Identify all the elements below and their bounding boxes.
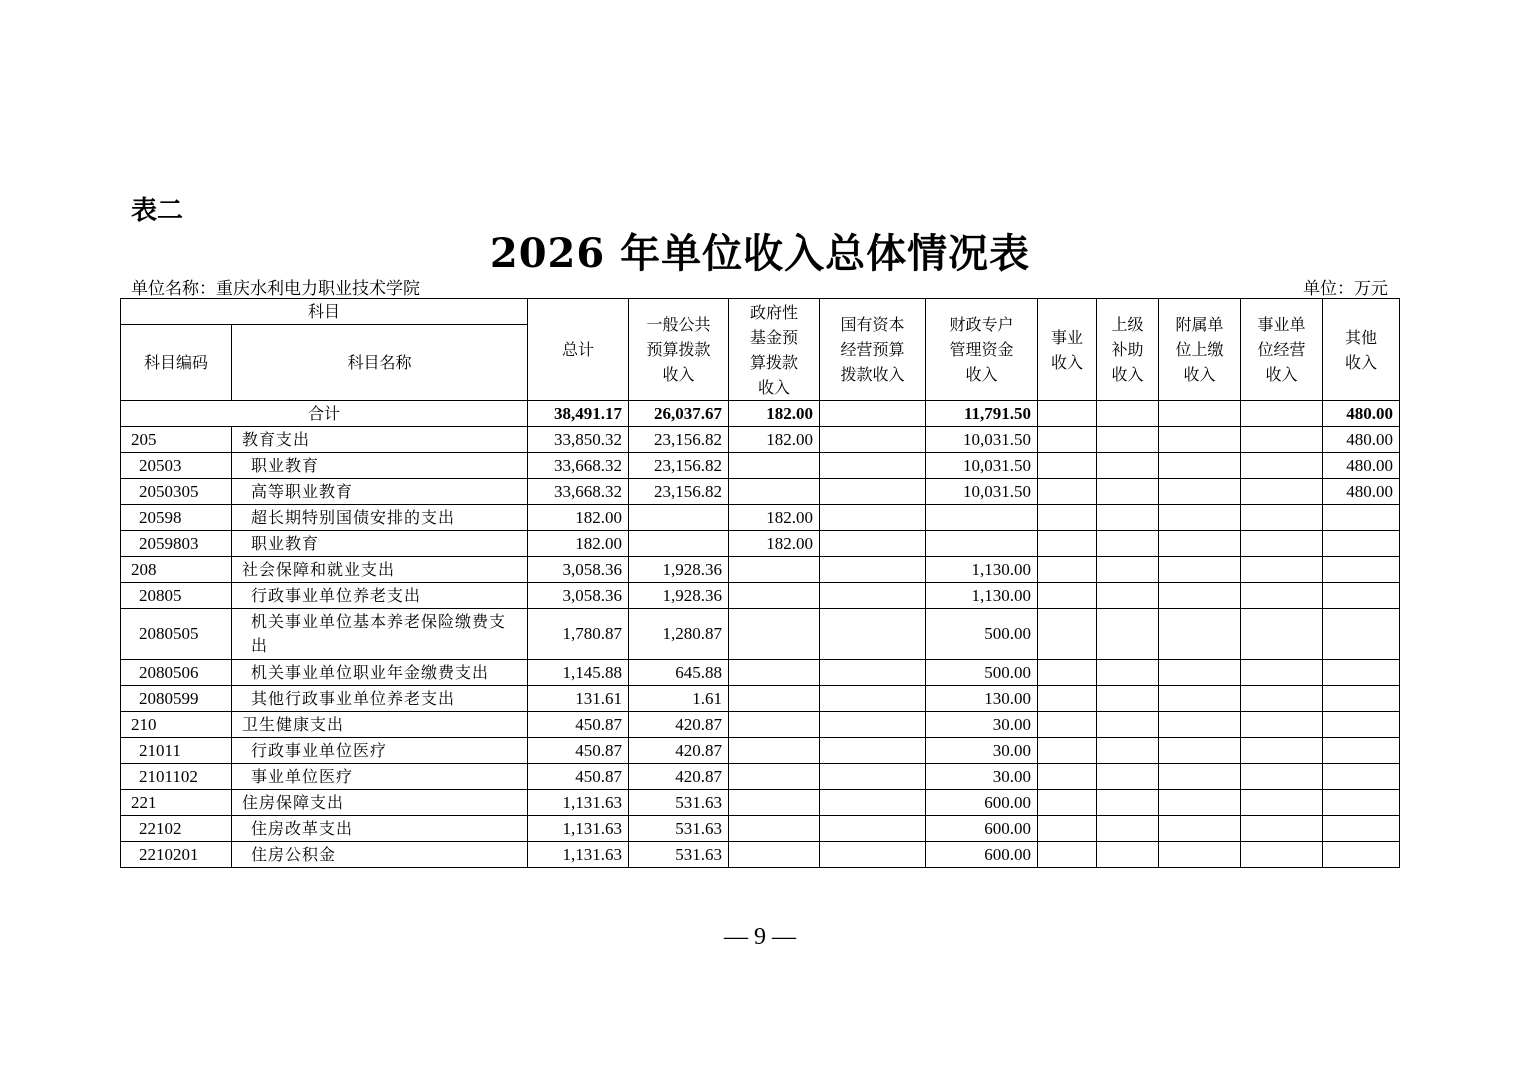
row-superior-subsidy [1097,427,1159,453]
row-other [1323,712,1400,738]
row-gov-fund [729,816,820,842]
row-state-capital [820,764,926,790]
header-name: 科目名称 [232,325,528,401]
row-other [1323,583,1400,609]
row-affiliated [1159,609,1241,660]
row-state-capital [820,557,926,583]
row-general-budget: 531.63 [629,816,729,842]
total-superior-subsidy [1097,401,1159,427]
row-superior-subsidy [1097,557,1159,583]
total-other: 480.00 [1323,401,1400,427]
row-name: 机关事业单位基本养老保险缴费支出 [232,609,528,660]
row-business [1038,609,1097,660]
header-business: 事业 收入 [1038,299,1097,401]
row-fiscal-special: 130.00 [926,686,1038,712]
table-row [121,505,1400,531]
row-superior-subsidy [1097,790,1159,816]
row-state-capital [820,738,926,764]
row-fiscal-special: 600.00 [926,790,1038,816]
row-state-capital [820,609,926,660]
header-state-capital: 国有资本 经营预算 拨款收入 [820,299,926,401]
row-gov-fund: 182.00 [729,505,820,531]
row-code: 2050305 [121,479,232,505]
row-name: 超长期特别国债安排的支出 [232,505,528,531]
row-business [1038,427,1097,453]
row-business [1038,479,1097,505]
row-code: 20598 [121,505,232,531]
row-business [1038,505,1097,531]
row-total: 33,668.32 [528,453,629,479]
row-general-budget: 645.88 [629,660,729,686]
row-state-capital [820,842,926,868]
row-gov-fund [729,712,820,738]
row-total: 1,131.63 [528,842,629,868]
row-state-capital [820,531,926,557]
table-row [121,427,1400,453]
header-affiliated: 附属单 位上缴 收入 [1159,299,1241,401]
row-gov-fund [729,790,820,816]
total-fiscal-special: 11,791.50 [926,401,1038,427]
row-total: 33,850.32 [528,427,629,453]
row-name: 高等职业教育 [232,479,528,505]
row-general-budget: 420.87 [629,738,729,764]
row-gov-fund [729,764,820,790]
row-gov-fund: 182.00 [729,531,820,557]
row-superior-subsidy [1097,686,1159,712]
table-row [121,531,1400,557]
row-business [1038,453,1097,479]
row-name: 住房改革支出 [232,816,528,842]
row-name: 事业单位医疗 [232,764,528,790]
row-state-capital [820,427,926,453]
row-code: 20805 [121,583,232,609]
row-other [1323,686,1400,712]
row-gov-fund [729,479,820,505]
row-affiliated [1159,738,1241,764]
row-operating [1241,505,1323,531]
header-operating: 事业单 位经营 收入 [1241,299,1323,401]
row-affiliated [1159,764,1241,790]
row-code: 2059803 [121,531,232,557]
row-total: 3,058.36 [528,557,629,583]
row-superior-subsidy [1097,505,1159,531]
unit-name: 单位名称：重庆水利电力职业技术学院 [131,279,420,299]
total-label: 合计 [121,401,528,427]
table-row [121,583,1400,609]
row-operating [1241,738,1323,764]
table-body [121,401,1400,868]
table-row [121,712,1400,738]
row-name: 教育支出 [232,427,528,453]
row-state-capital [820,816,926,842]
row-business [1038,738,1097,764]
row-affiliated [1159,790,1241,816]
total-affiliated [1159,401,1241,427]
row-name: 行政事业单位养老支出 [232,583,528,609]
row-general-budget: 23,156.82 [629,453,729,479]
row-gov-fund [729,557,820,583]
header-general-budget: 一般公共 预算拨款 收入 [629,299,729,401]
row-total: 450.87 [528,764,629,790]
page-title: 2026 年单位收入总体情况表 [489,230,1031,277]
row-fiscal-special: 10,031.50 [926,427,1038,453]
row-general-budget: 1,928.36 [629,583,729,609]
header-gov-fund: 政府性 基金预 算拨款 收入 [729,299,820,401]
table-row [121,738,1400,764]
row-name: 社会保障和就业支出 [232,557,528,583]
row-other: 480.00 [1323,453,1400,479]
row-state-capital [820,712,926,738]
unit-measure: 单位：万元 [1303,279,1388,299]
row-state-capital [820,479,926,505]
row-total: 1,145.88 [528,660,629,686]
row-business [1038,583,1097,609]
row-superior-subsidy [1097,479,1159,505]
table-row [121,816,1400,842]
row-fiscal-special: 600.00 [926,816,1038,842]
row-operating [1241,583,1323,609]
header-fiscal-special: 财政专户 管理资金 收入 [926,299,1038,401]
table-row [121,686,1400,712]
row-gov-fund: 182.00 [729,427,820,453]
row-state-capital [820,660,926,686]
row-name: 其他行政事业单位养老支出 [232,686,528,712]
row-superior-subsidy [1097,453,1159,479]
row-name: 职业教育 [232,531,528,557]
total-business [1038,401,1097,427]
row-superior-subsidy [1097,712,1159,738]
row-general-budget: 531.63 [629,790,729,816]
row-affiliated [1159,505,1241,531]
row-total: 450.87 [528,738,629,764]
row-business [1038,531,1097,557]
table-header [121,299,1400,401]
row-fiscal-special: 1,130.00 [926,583,1038,609]
row-superior-subsidy [1097,738,1159,764]
row-affiliated [1159,712,1241,738]
row-name: 卫生健康支出 [232,712,528,738]
row-operating [1241,427,1323,453]
row-fiscal-special: 600.00 [926,842,1038,868]
income-table [120,298,1400,868]
row-code: 21011 [121,738,232,764]
row-total: 450.87 [528,712,629,738]
row-operating [1241,764,1323,790]
row-total: 182.00 [528,531,629,557]
row-state-capital [820,583,926,609]
row-fiscal-special: 30.00 [926,712,1038,738]
row-fiscal-special: 10,031.50 [926,453,1038,479]
table-row [121,764,1400,790]
total-state-capital [820,401,926,427]
row-other: 480.00 [1323,479,1400,505]
row-code: 208 [121,557,232,583]
row-general-budget: 531.63 [629,842,729,868]
table-row [121,557,1400,583]
row-name: 住房保障支出 [232,790,528,816]
row-code: 2210201 [121,842,232,868]
row-operating [1241,660,1323,686]
row-gov-fund [729,609,820,660]
row-total: 182.00 [528,505,629,531]
row-general-budget: 23,156.82 [629,479,729,505]
row-business [1038,816,1097,842]
row-business [1038,686,1097,712]
row-affiliated [1159,479,1241,505]
total-operating [1241,401,1323,427]
row-operating [1241,686,1323,712]
row-state-capital [820,686,926,712]
row-operating [1241,816,1323,842]
row-affiliated [1159,427,1241,453]
row-code: 2101102 [121,764,232,790]
row-operating [1241,453,1323,479]
row-business [1038,790,1097,816]
table-label: 表二 [131,196,184,226]
table-row [121,609,1400,660]
row-general-budget [629,531,729,557]
row-superior-subsidy [1097,764,1159,790]
row-operating [1241,790,1323,816]
row-affiliated [1159,842,1241,868]
row-other [1323,764,1400,790]
table-row [121,479,1400,505]
row-gov-fund [729,453,820,479]
row-business [1038,660,1097,686]
row-total: 1,780.87 [528,609,629,660]
table-row [121,660,1400,686]
row-code: 22102 [121,816,232,842]
row-operating [1241,609,1323,660]
row-superior-subsidy [1097,609,1159,660]
row-state-capital [820,453,926,479]
row-other [1323,531,1400,557]
row-fiscal-special [926,531,1038,557]
row-total: 1,131.63 [528,816,629,842]
row-superior-subsidy [1097,531,1159,557]
row-operating [1241,842,1323,868]
row-fiscal-special: 500.00 [926,609,1038,660]
row-other [1323,609,1400,660]
row-general-budget: 1.61 [629,686,729,712]
row-superior-subsidy [1097,842,1159,868]
row-general-budget: 420.87 [629,764,729,790]
row-total: 3,058.36 [528,583,629,609]
row-code: 2080506 [121,660,232,686]
row-fiscal-special: 1,130.00 [926,557,1038,583]
table-row [121,790,1400,816]
total-total: 38,491.17 [528,401,629,427]
row-business [1038,712,1097,738]
row-state-capital [820,505,926,531]
row-other: 480.00 [1323,427,1400,453]
row-affiliated [1159,686,1241,712]
row-superior-subsidy [1097,660,1159,686]
header-superior-subsidy: 上级 补助 收入 [1097,299,1159,401]
row-fiscal-special: 500.00 [926,660,1038,686]
row-other [1323,738,1400,764]
row-fiscal-special: 10,031.50 [926,479,1038,505]
table-row [121,842,1400,868]
row-business [1038,557,1097,583]
row-operating [1241,557,1323,583]
row-gov-fund [729,842,820,868]
page-number: — 9 — [724,924,796,950]
row-code: 210 [121,712,232,738]
row-name: 住房公积金 [232,842,528,868]
row-gov-fund [729,583,820,609]
row-general-budget: 1,928.36 [629,557,729,583]
row-code: 2080505 [121,609,232,660]
row-other [1323,790,1400,816]
row-general-budget: 1,280.87 [629,609,729,660]
row-other [1323,505,1400,531]
row-affiliated [1159,583,1241,609]
row-affiliated [1159,557,1241,583]
header-subject: 科目 [121,299,528,325]
row-operating [1241,531,1323,557]
row-fiscal-special [926,505,1038,531]
table-row [121,453,1400,479]
row-gov-fund [729,738,820,764]
row-total: 131.61 [528,686,629,712]
row-business [1038,842,1097,868]
row-operating [1241,479,1323,505]
row-general-budget: 420.87 [629,712,729,738]
row-other [1323,816,1400,842]
row-general-budget [629,505,729,531]
total-row [121,401,1400,427]
row-operating [1241,712,1323,738]
header-code: 科目编码 [121,325,232,401]
row-other [1323,557,1400,583]
total-gov-fund: 182.00 [729,401,820,427]
total-general-budget: 26,037.67 [629,401,729,427]
row-code: 221 [121,790,232,816]
row-affiliated [1159,816,1241,842]
row-code: 20503 [121,453,232,479]
row-code: 2080599 [121,686,232,712]
row-total: 1,131.63 [528,790,629,816]
row-code: 205 [121,427,232,453]
row-total: 33,668.32 [528,479,629,505]
row-business [1038,764,1097,790]
row-other [1323,660,1400,686]
row-state-capital [820,790,926,816]
row-name: 机关事业单位职业年金缴费支出 [232,660,528,686]
row-name: 行政事业单位医疗 [232,738,528,764]
row-gov-fund [729,686,820,712]
row-affiliated [1159,660,1241,686]
row-name: 职业教育 [232,453,528,479]
row-superior-subsidy [1097,816,1159,842]
row-general-budget: 23,156.82 [629,427,729,453]
row-gov-fund [729,660,820,686]
row-affiliated [1159,531,1241,557]
row-affiliated [1159,453,1241,479]
row-fiscal-special: 30.00 [926,738,1038,764]
row-superior-subsidy [1097,583,1159,609]
row-other [1323,842,1400,868]
header-total: 总计 [528,299,629,401]
row-fiscal-special: 30.00 [926,764,1038,790]
header-other: 其他 收入 [1323,299,1400,401]
